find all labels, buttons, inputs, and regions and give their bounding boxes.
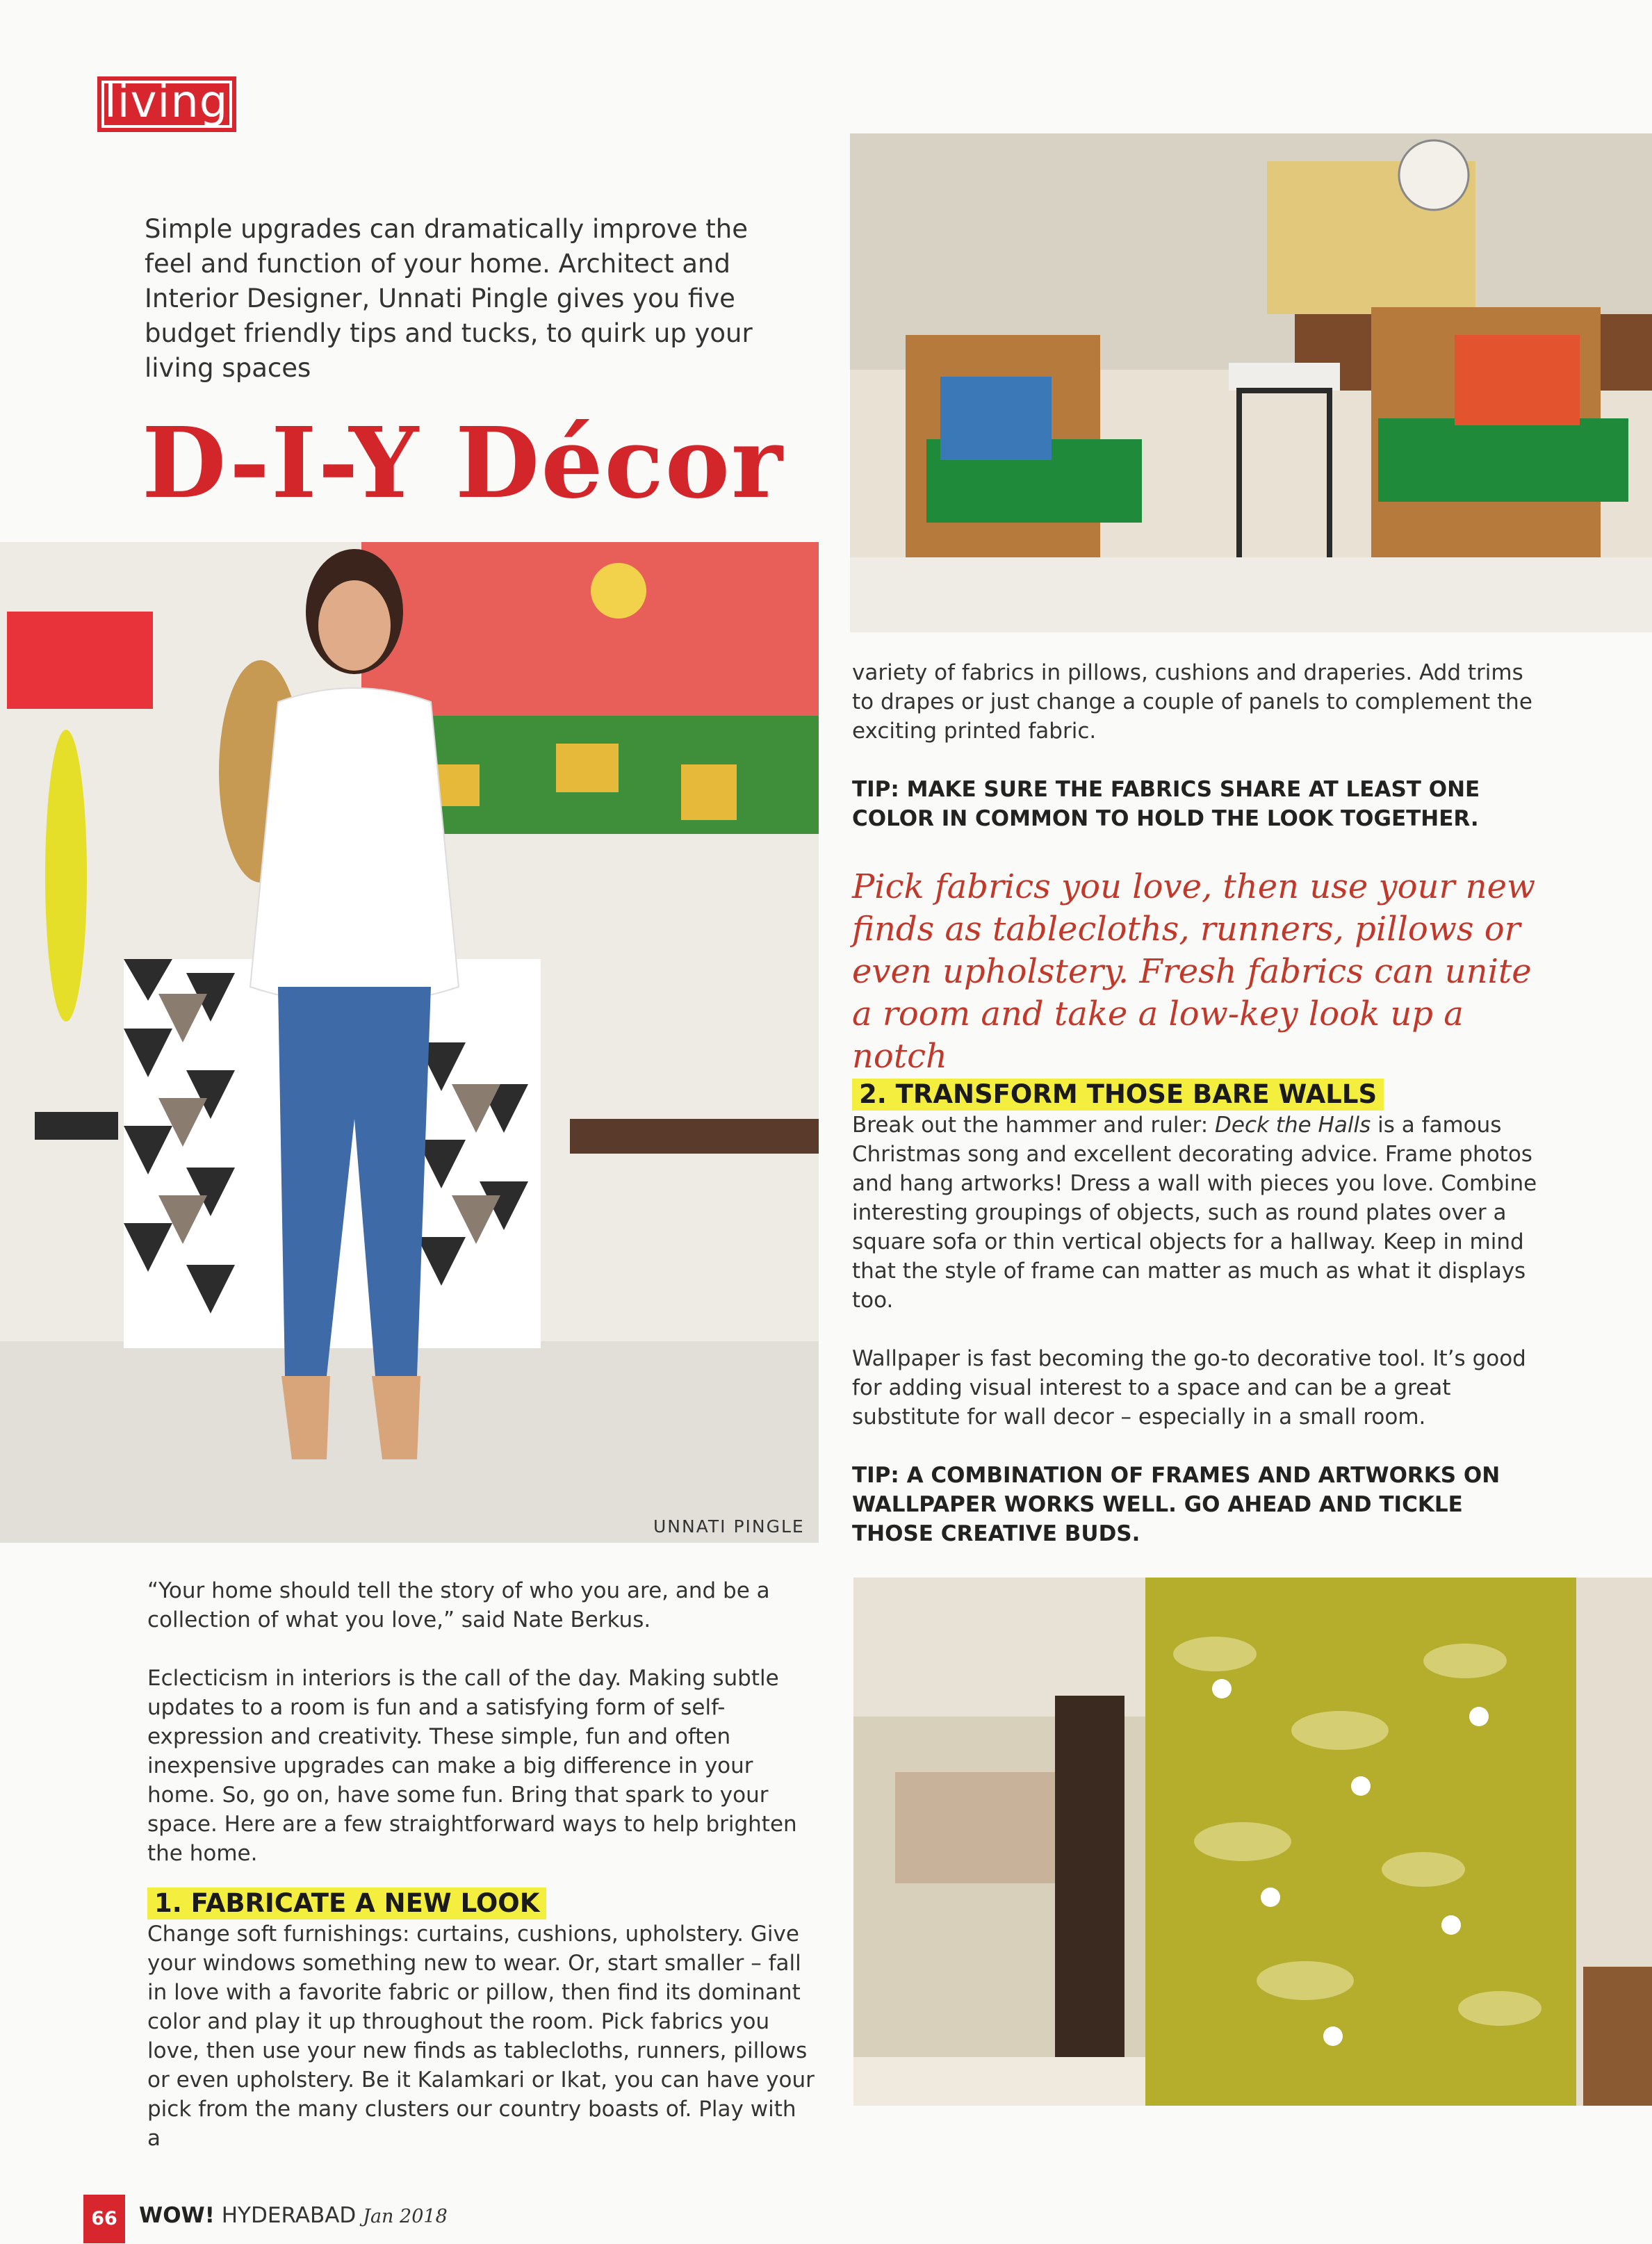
- footer-brand: WOW!: [139, 2203, 215, 2228]
- tip-1: TIP: MAKE SURE THE FABRICS SHARE AT LEAST ONE COLOR IN COMMON TO HOLD THE LOOK TOGETHER.: [852, 777, 1480, 831]
- tip-2: TIP: A COMBINATION OF FRAMES AND ARTWORKS ON WALLPAPER WORKS WELL. GO AHEAD AND TICKLE THOSE CREATIVE BUDS.: [852, 1463, 1500, 1546]
- song-title: Deck the Halls: [1215, 1113, 1371, 1138]
- pull-quote: Pick fabrics you love, then use your new finds as tablecloths, runners, pillows or even upholstery. Fresh fabrics can unite a room and take a low-key look up a notch: [852, 867, 1536, 1076]
- section2-paragraph: [852, 1111, 1547, 1315]
- section2-text: is a famous Christmas song and excellent decorating advice. Frame photos and hang artworks! Dress a wall with pieces you love. Combine interesting groupings of objects, such as round plates over a square sofa or thin vertical objects for a hallway. Keep in mind that the style of frame can matter as much as what it displays too.: [852, 1113, 1537, 1313]
- portrait-photo: [0, 542, 819, 1543]
- intro-paragraph: Eclecticism in interiors is the call of the day. Making subtle updates to a room is fun and a satisfying form of self-expression and creativity. These simple, fun and often inexpensive upgrades can make a big difference in your home. So, go on, have some fun. Bring that spark to your space. Here are a few straightforward ways to help brighten the home.: [147, 1666, 797, 1866]
- page-title: D-I-Y Décor: [142, 407, 784, 521]
- right-column-top: [852, 658, 1547, 833]
- continued-paragraph: variety of fabrics in pillows, cushions and draperies. Add trims to drapes or just change a couple of panels to complement the exciting printed fabric.: [852, 660, 1532, 744]
- section1-heading: 1. FABRICATE A NEW LOOK: [147, 1887, 546, 1919]
- quote-paragraph: “Your home should tell the story of who you are, and be a collection of what you love,” said Nate Berkus.: [147, 1578, 770, 1632]
- section2-lead: Break out the hammer and ruler:: [852, 1113, 1216, 1138]
- section2-paragraph-2: Wallpaper is fast becoming the go-to decorative tool. It’s good for adding visual interest to a space and can be a great substitute for wall decor – especially in a small room.: [852, 1346, 1526, 1430]
- section2-heading: 2. TRANSFORM THOSE BARE WALLS: [852, 1079, 1384, 1111]
- intro-deck: Simple upgrades can dramatically improve the feel and function of your home. Architect and Interior Designer, Unnati Pingle gives you five budget friendly tips and tucks, to quirk up your living spaces: [145, 214, 753, 383]
- chairs-photo: [850, 133, 1652, 632]
- footer-city: HYDERABAD: [214, 2203, 363, 2228]
- footer-folio: [139, 2203, 448, 2228]
- wallpaper-photo: [853, 1578, 1652, 2106]
- right-column-bottom: [852, 1079, 1547, 1548]
- section-tag: living: [97, 76, 236, 132]
- section1-paragraph: Change soft furnishings: curtains, cushions, upholstery. Give your windows something new to wear. Or, start smaller – fall in love with a favorite fabric or pillow, then find its dominant color and play it up throughout the room. Pick fabrics you love, then use your new finds as tablecloths, runners, pillows or even upholstery. Be it Kalamkari or Ikat, you can have your pick from the many clusters our country boasts of. Play with a: [147, 1922, 815, 2151]
- footer-date: Jan 2018: [363, 2206, 448, 2227]
- left-column: [147, 1576, 815, 2153]
- photo-caption: UNNATI PINGLE: [653, 1516, 805, 1537]
- page-number: 66: [83, 2195, 125, 2243]
